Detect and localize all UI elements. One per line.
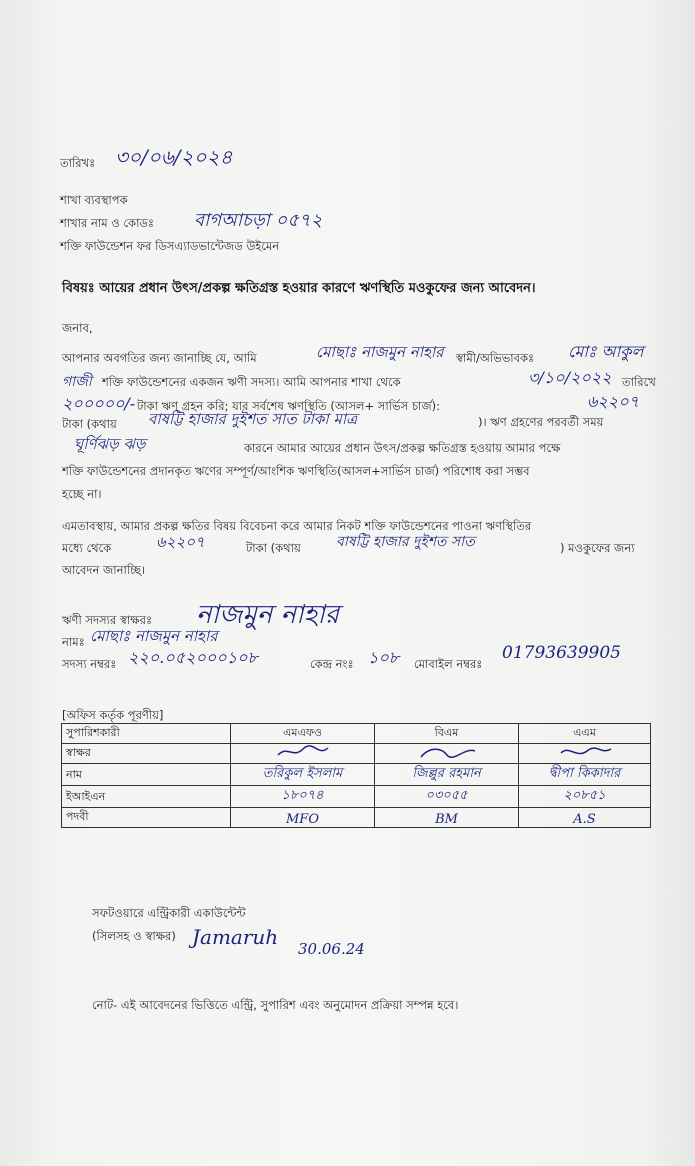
row-label: নাম [62, 764, 231, 786]
salutation: জনাব, [62, 321, 93, 335]
table-cell: তরিকুল ইসলাম [231, 764, 375, 786]
table-header-cell: বিএম [375, 724, 519, 744]
p1-text-3: শক্তি ফাউন্ডেশনের একজন ঋণী সদস্য। আমি আপনার শাখা থেকে [102, 375, 401, 389]
date-label: তারিখঃ [60, 156, 96, 170]
table-header-row [62, 724, 651, 744]
member-number-value: ২২০.০৫২০০০১০৮ [128, 648, 258, 667]
p1-text-5: টাকা ঋণ গ্রহন করি; যার সর্বশেষ ঋণস্থিতি (আসল+ সার্ভিস চার্জ): [137, 399, 441, 413]
table-row [62, 808, 651, 828]
signature-scribble [273, 745, 333, 759]
table-cell: MFO [231, 808, 375, 828]
p1-text-1: আপনার অবগতির জন্য জানাচ্ছি যে, আমি [62, 351, 257, 365]
accountant-label: সফটওয়ারে এন্ট্রিকারী একাউন্টেন্ট [92, 906, 246, 920]
accountant-seal-label: (সিলসহ ও স্বাক্ষর) [92, 929, 176, 943]
table-row [62, 744, 651, 764]
p2-text-3: টাকা (কথায় [246, 541, 301, 555]
date-value: ৩০/০৬/২০২৪ [115, 145, 233, 169]
mobile-value: 01793639905 [502, 643, 621, 663]
p2-text-2: মধ্যে থেকে [62, 541, 112, 555]
member-name-handwritten: মোছাঃ নাজমুন নাহার [316, 343, 444, 361]
accountant-sign-date: 30.06.24 [298, 940, 365, 958]
center-number-label: কেন্দ্র নংঃ [310, 657, 354, 671]
p1-text-8: কারনে আমার আয়ের প্রধান উৎস/প্রকল্প ক্ষতিগ্রস্ত হওয়ায় আমার পক্ষে [244, 441, 561, 455]
p1-text-2: স্বামী/অভিভাবকঃ [456, 351, 535, 365]
table-header-cell: এমএফও [231, 724, 375, 744]
signature-scribble [555, 745, 615, 759]
p2-text-4: ) মওকুফের জন্য [560, 541, 635, 555]
mfo-signature [231, 744, 375, 764]
organization-name: শক্তি ফাউন্ডেশন ফর ডিসএ্যাডভান্টেজড উইমেন [60, 239, 280, 253]
table-header-cell: এএম [519, 724, 651, 744]
row-label: স্বাক্ষর [62, 744, 231, 764]
p2-text-1: এমতাবস্থায়, আমার প্রকল্প ক্ষতির বিষয় বিবেচনা করে আমার নিকট শক্তি ফাউন্ডেশনের পাওনা ঋণস্থিতির [62, 519, 532, 533]
p1-text-4: তারিখে [622, 375, 656, 389]
designation: শাখা ব্যবস্থাপক [60, 193, 128, 207]
signature-scribble [417, 745, 477, 759]
table-row [62, 786, 651, 808]
table-cell: দ্বীপা কিকাদার [519, 764, 651, 786]
waiver-amount-handwritten: ৬২২০৭ [156, 533, 205, 551]
damage-reason-handwritten: ঘূর্ণিঝড় ঝড় [74, 435, 146, 453]
branch-value: বাগআচড়া ০৫৭২ [194, 210, 323, 231]
loan-balance-handwritten: ৬২২০৭ [587, 392, 640, 411]
member-number-label: সদস্য নম্বরঃ [62, 657, 117, 671]
p2-text-5: আবেদন জানাচ্ছি। [62, 563, 146, 577]
table-cell: জিল্লুর রহমান [375, 764, 519, 786]
row-label: ইআইএন [62, 786, 231, 808]
loan-date-handwritten: ৩/১০/২০২২ [528, 368, 612, 387]
office-use-title: [অফিস কর্তৃক পূরণীয়] [62, 708, 164, 722]
subject-line: বিষয়ঃ আয়ের প্রধান উৎস/প্রকল্প ক্ষতিগ্রস্ত হওয়ার কারণে ঋণস্থিতি মওকুফের জন্য আবেদন। [62, 281, 536, 296]
office-use-table [61, 723, 651, 828]
am-signature [519, 744, 651, 764]
table-cell: ২০৮৫১ [519, 786, 651, 808]
table-cell: A.S [519, 808, 651, 828]
guardian-name-handwritten: মোঃ আকুল [568, 342, 644, 361]
waiver-words-handwritten: বাষট্টি হাজার দুইশত সাত [336, 534, 475, 550]
p1-text-6: টাকা (কথায় [62, 417, 117, 431]
table-cell: ০৩০৫৫ [375, 786, 519, 808]
loan-amount-handwritten: ২০০০০০/- [62, 394, 136, 413]
balance-words-handwritten: বাষট্টি হাজার দুইশত সাত টাকা মাত্র [148, 410, 358, 428]
table-header-cell: সুপারিশকারী [62, 724, 231, 744]
table-row [62, 764, 651, 786]
borrower-signature: নাজমুন নাহার [196, 600, 340, 630]
table-cell: ১৮০৭৪ [231, 786, 375, 808]
borrower-name-label: নামঃ [62, 635, 85, 649]
branch-label: শাখার নাম ও কোডঃ [60, 216, 155, 230]
bm-signature [375, 744, 519, 764]
p1-text-10: হচ্ছে না। [62, 487, 102, 501]
guardian-name-cont: গাজী [62, 374, 92, 390]
center-number-value: ১০৮ [368, 648, 400, 667]
p1-text-9: শক্তি ফাউন্ডেশনের প্রদানকৃত ঋণের সম্পূর্ণ/আংশিক ঋণস্থিতি(আসল+সার্ভিস চার্জ) পরিশোধ করা সম্ভব [62, 464, 530, 478]
table-cell: BM [375, 808, 519, 828]
p1-text-7: )। ঋণ গ্রহণের পরবর্তী সময় [478, 415, 604, 429]
footer-note: নোট- এই আবেদনের ভিত্তিতে এন্ট্রি, সুপারিশ এবং অনুমোদন প্রক্রিয়া সম্পন্ন হবে। [92, 998, 459, 1012]
borrower-signature-label: ঋণী সদস্যর স্বাক্ষরঃ [62, 613, 153, 627]
borrower-name-value: মোছাঃ নাজমুন নাহার [90, 627, 218, 645]
mobile-label: মোবাইল নম্বরঃ [414, 657, 483, 671]
accountant-signature: Jamaruh [192, 925, 279, 949]
row-label: পদবী [62, 808, 231, 828]
